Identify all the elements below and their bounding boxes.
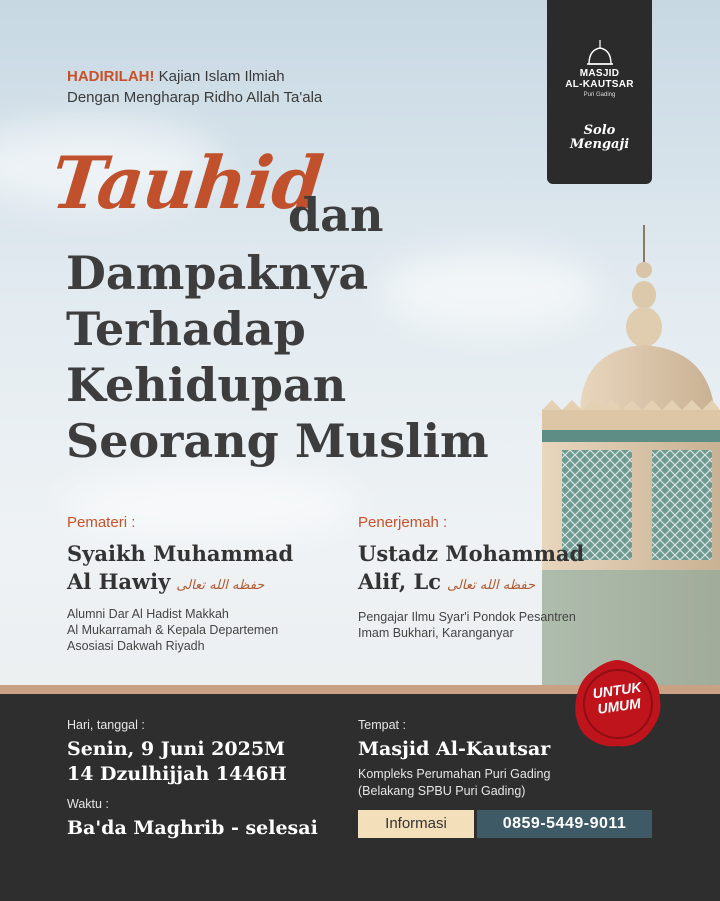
title-line2: Dampaknya [66, 246, 369, 300]
intro-line2: Dengan Mengharap Ridho Allah Ta'ala [67, 89, 323, 106]
seal-line1: UNTUK [591, 678, 643, 702]
logo-title-line1: MASJID [579, 68, 620, 79]
seal-line2: UMUM [596, 694, 642, 717]
penerjemah-name-line2: Alif, Lc [358, 569, 441, 594]
info-label: Informasi [358, 810, 474, 838]
title-line5: Seorang Muslim [66, 414, 489, 468]
penerjemah-label: Penerjemah : [358, 514, 448, 531]
pemateri-name-line1: Syaikh Muhammad [67, 541, 294, 566]
mosque-dome-icon [585, 38, 615, 68]
event-date-hijri: 14 Dzulhijjah 1446H [67, 763, 287, 785]
place-label: Tempat : [358, 718, 406, 732]
penerjemah-name-line2-row [358, 568, 584, 600]
intro-line1-rest: Kajian Islam Ilmiah [154, 68, 285, 85]
intro-highlight: HADIRILAH! [67, 68, 155, 85]
pemateri-name-line2-row [67, 568, 293, 600]
place-address-line1: Kompleks Perumahan Puri Gading [358, 767, 551, 781]
pemateri-desc-line2: Al Mukarramah & Kepala Departemen [67, 623, 279, 637]
event-time: Ba'da Maghrib - selesai [67, 817, 318, 839]
intro-line1 [67, 66, 322, 87]
mosque-logo [547, 0, 652, 184]
penerjemah-desc-line2: Imam Bukhari, Karanganyar [358, 626, 514, 640]
logo-script-line2: Mengaji [569, 137, 630, 152]
penerjemah-name-line1: Ustadz Mohammad [358, 541, 585, 566]
penerjemah-description [358, 609, 576, 641]
penerjemah-desc-line1: Pengajar Ilmu Syar'i Pondok Pesantren [358, 610, 576, 624]
date-label: Hari, tanggal : [67, 718, 145, 732]
pemateri-honorific: حفظه الله تعالى [176, 578, 265, 593]
logo-script-line1: Solo [583, 123, 616, 138]
event-date-masehi: Senin, 9 Juni 2025M [67, 738, 286, 760]
place-address-line2: (Belakang SPBU Puri Gading) [358, 784, 526, 798]
event-date [67, 737, 287, 787]
title-line3: Terhadap [66, 302, 306, 356]
pemateri-label: Pemateri : [67, 514, 136, 531]
penerjemah-name [358, 540, 584, 600]
contact-phone[interactable]: 0859-5449-9011 [477, 810, 652, 838]
penerjemah-honorific: حفظه الله تعالى [447, 578, 536, 593]
pemateri-description [67, 606, 278, 654]
pemateri-name [67, 540, 293, 600]
logo-title-line2: AL-KAUTSAR [565, 79, 634, 90]
logo-title [547, 68, 652, 90]
logo-subtitle: Puri Gading [583, 92, 616, 98]
place-name: Masjid Al-Kautsar [358, 738, 551, 760]
pemateri-name-line2: Al Hawiy [67, 569, 171, 594]
title-line4: Kehidupan [66, 358, 347, 412]
solo-mengaji-logo [547, 124, 652, 152]
pemateri-desc-line1: Alumni Dar Al Hadist Makkah [67, 607, 229, 621]
intro-text [67, 66, 322, 108]
pemateri-desc-line3: Asosiasi Dakwah Riyadh [67, 639, 205, 653]
title-script-word: Tauhid [47, 140, 327, 225]
title-word-dan: dan [288, 188, 384, 242]
place-address [358, 766, 550, 800]
time-label: Waktu : [67, 797, 109, 811]
